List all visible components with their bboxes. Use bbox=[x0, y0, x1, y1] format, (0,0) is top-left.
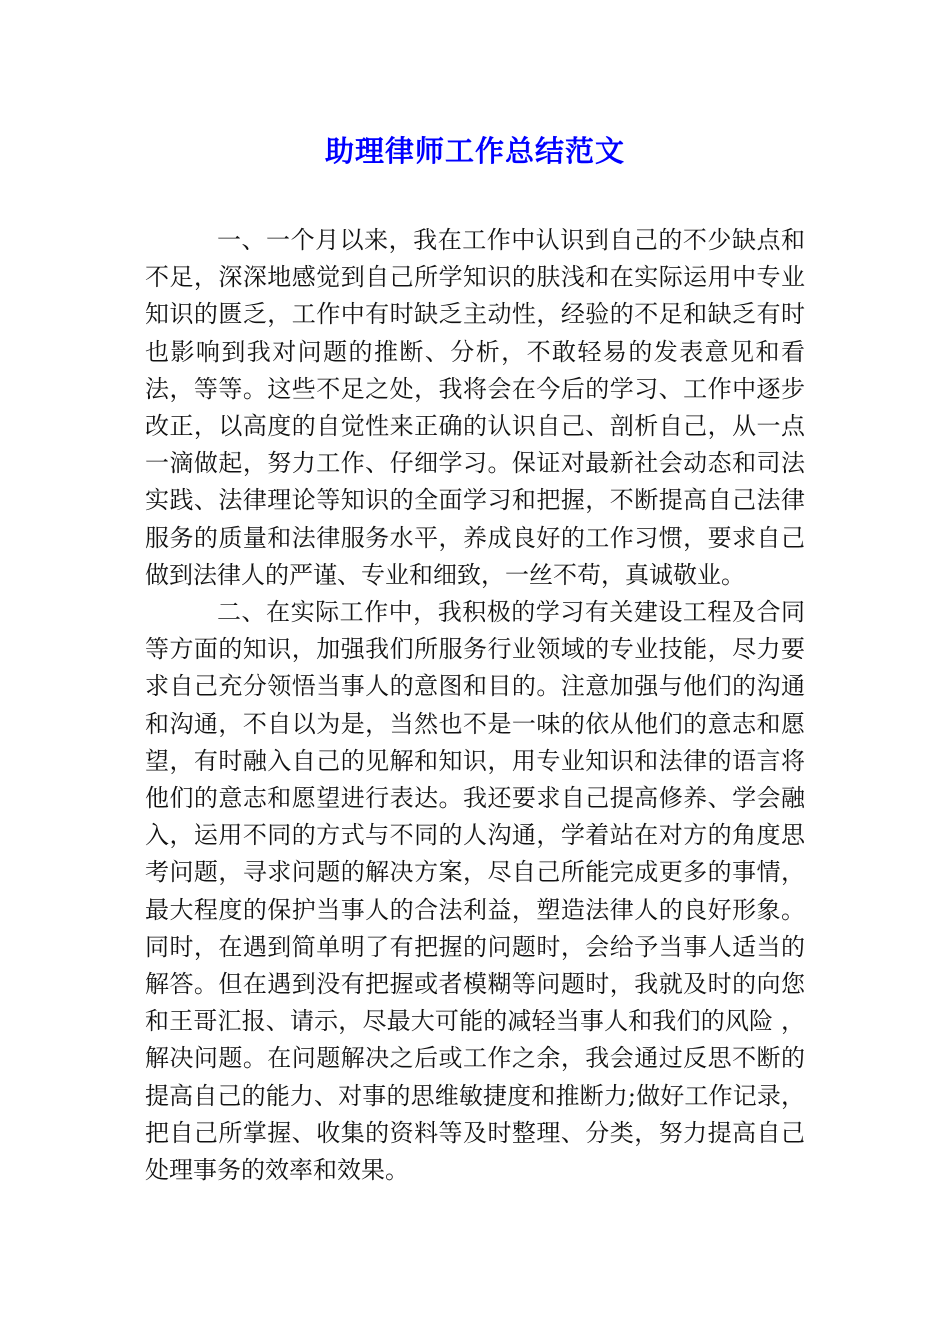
document-title: 助理律师工作总结范文 bbox=[324, 134, 625, 168]
document-body bbox=[145, 222, 805, 1189]
paragraph-2: 二、在实际工作中，我积极的学习有关建设工程及合同等方面的知识，加强我们所服务行业领域的专业技能，尽力要求自己充分领悟当事人的意图和目的。注意加强与他们的沟通和沟通，不自以为是，当然也不是一味的依从他们的意志和愿望，有时融入自己的见解和知识，用专业知识和法律的语言将他们的意志和愿望进行表达。我还要求自己提高修养、学会融入，运用不同的方式与不同的人沟通，学着站在对方的角度思考问题，寻求问题的解决方案，尽自己所能完成更多的事情，最大程度的保护当事人的合法利益，塑造法律人的良好形象。同时，在遇到简单明了有把握的问题时，会给予当事人适当的解答。但在遇到没有把握或者模糊等问题时，我就及时的向您和王哥汇报、请示，尽最大可能的减轻当事人和我们的风险 ，解决问题。在问题解决之后或工作之余，我会通过反思不断的提高自己的能力、对事的思维敏捷度和推断力;做好工作记录，把自己所掌握、收集的资料等及时整理、分类，努力提高自己处理事务的效率和效果。 bbox=[145, 598, 805, 1185]
paragraph-1: 一、一个月以来，我在工作中认识到自己的不少缺点和不足，深深地感觉到自己所学知识的肤浅和在实际运用中专业知识的匮乏，工作中有时缺乏主动性，经验的不足和缺乏有时也影响到我对问题的推断、分析，不敢轻易的发表意见和看法，等等。这些不足之处，我将会在今后的学习、工作中逐步改正，以高度的自觉性来正确的认识自己、剖析自己，从一点一滴做起，努力工作、仔细学习。保证对最新社会动态和司法实践、法律理论等知识的全面学习和把握，不断提高自己法律服务的质量和法律服务水平，养成良好的工作习惯，要求自己做到法律人的严谨、专业和细致，一丝不苟，真诚敬业。 bbox=[145, 226, 805, 589]
